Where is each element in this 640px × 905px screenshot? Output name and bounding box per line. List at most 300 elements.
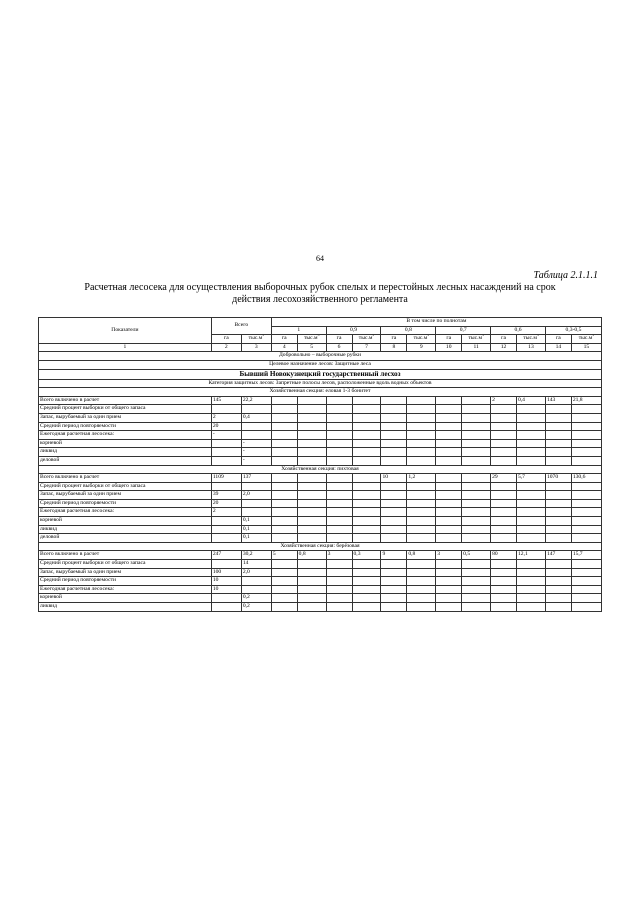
table-cell — [436, 534, 462, 543]
table-cell — [326, 568, 352, 577]
table-cell — [326, 508, 352, 517]
table-cell — [271, 491, 297, 500]
table-row — [39, 525, 602, 534]
column-number: 11 — [462, 343, 491, 352]
table-cell: 0,4 — [241, 413, 271, 422]
table-cell — [271, 585, 297, 594]
column-number: 4 — [271, 343, 297, 352]
table-cell — [436, 525, 462, 534]
table-cell: 247 — [211, 551, 241, 560]
table-cell — [436, 603, 462, 612]
table-cell — [436, 594, 462, 603]
table-cell — [516, 482, 545, 491]
table-row — [39, 422, 602, 431]
table-cell: 0,1 — [241, 517, 271, 526]
table-cell — [571, 448, 601, 457]
header-unit-ha: га — [436, 335, 462, 344]
table-cell — [326, 560, 352, 569]
header-density: 0,9 — [326, 326, 381, 335]
table-cell — [491, 585, 517, 594]
table-cell — [297, 585, 326, 594]
table-cell — [545, 439, 571, 448]
row-label: деловой — [39, 456, 212, 465]
table-cell: - — [211, 431, 241, 440]
table-cell — [436, 568, 462, 577]
row-label: Всего включено в расчет — [39, 396, 212, 405]
table-cell — [326, 422, 352, 431]
table-cell — [491, 456, 517, 465]
unit-label: тыс.м — [468, 335, 483, 342]
table-cell — [326, 474, 352, 483]
table-cell — [352, 568, 381, 577]
table-cell — [462, 594, 491, 603]
table-cell: 80 — [491, 551, 517, 560]
table-cell — [571, 491, 601, 500]
table-cell — [381, 517, 407, 526]
table-cell — [462, 456, 491, 465]
table-cell — [326, 491, 352, 500]
table-cell — [571, 585, 601, 594]
table-cell — [326, 413, 352, 422]
table-cell — [462, 534, 491, 543]
table-cell — [571, 456, 601, 465]
table-cell — [462, 585, 491, 594]
table-cell — [381, 422, 407, 431]
table-cell — [326, 482, 352, 491]
column-number: 6 — [326, 343, 352, 352]
header-total: Всего — [211, 318, 271, 335]
table-cell — [381, 560, 407, 569]
row-label: Средний период повторяемости — [39, 577, 212, 586]
table-cell — [462, 603, 491, 612]
table-row — [39, 413, 602, 422]
table-cell — [545, 594, 571, 603]
table-cell: 3 — [436, 551, 462, 560]
table-cell — [545, 585, 571, 594]
table-cell — [352, 560, 381, 569]
header-unit-volume — [571, 335, 601, 344]
table-cell: 10 — [211, 577, 241, 586]
table-cell — [462, 396, 491, 405]
table-cell — [491, 594, 517, 603]
table-cell — [352, 585, 381, 594]
table-cell — [571, 482, 601, 491]
row-label: Средний период повторяемости — [39, 499, 212, 508]
table-cell — [436, 448, 462, 457]
row-label: Всего включено в расчет — [39, 474, 212, 483]
table-cell: 22,2 — [241, 396, 271, 405]
table-cell — [381, 413, 407, 422]
table-cell — [436, 517, 462, 526]
table-cell — [516, 431, 545, 440]
table-cell — [545, 448, 571, 457]
table-cell — [211, 448, 241, 457]
table-cell — [571, 499, 601, 508]
row-label: Всего включено в расчет — [39, 551, 212, 560]
table-row — [39, 396, 602, 405]
table-cell — [491, 517, 517, 526]
table-cell — [241, 585, 271, 594]
table-cell: 2,0 — [241, 568, 271, 577]
table-cell — [491, 534, 517, 543]
header-unit-ha: га — [491, 335, 517, 344]
table-cell — [491, 405, 517, 414]
table-cell — [271, 396, 297, 405]
header-unit-ha: га — [271, 335, 297, 344]
table-cell — [516, 517, 545, 526]
table-cell — [407, 499, 436, 508]
table-cell — [545, 560, 571, 569]
table-cell — [436, 482, 462, 491]
table-cell — [516, 508, 545, 517]
table-cell — [462, 422, 491, 431]
table-cell — [407, 534, 436, 543]
table-cell — [326, 499, 352, 508]
table-cell — [407, 517, 436, 526]
table-cell — [462, 413, 491, 422]
table-cell — [381, 456, 407, 465]
table-row — [39, 456, 602, 465]
title-line: Расчетная лесосека для осуществления выборочных рубок спелых и перестойных лесных насаждений на срок — [84, 282, 556, 293]
table-row — [39, 568, 602, 577]
table-cell — [352, 577, 381, 586]
table-cell — [297, 534, 326, 543]
table-cell — [436, 560, 462, 569]
table-cell — [462, 499, 491, 508]
unit-exponent: 3 — [427, 334, 429, 338]
table-cell: 130,6 — [571, 474, 601, 483]
table-cell — [381, 439, 407, 448]
table-cell — [297, 525, 326, 534]
header-row — [39, 318, 602, 327]
column-number: 10 — [436, 343, 462, 352]
table-cell — [326, 405, 352, 414]
row-label: корневой — [39, 439, 212, 448]
table-cell: 12,1 — [516, 551, 545, 560]
table-cell — [241, 482, 271, 491]
table-cell — [271, 603, 297, 612]
table-cell — [241, 499, 271, 508]
table-cell — [326, 603, 352, 612]
table-row — [39, 551, 602, 560]
table-row — [39, 482, 602, 491]
table-cell — [352, 405, 381, 414]
table-cell — [491, 508, 517, 517]
table-cell: 20 — [211, 499, 241, 508]
table-cell — [297, 405, 326, 414]
column-number: 3 — [241, 343, 271, 352]
header-density: 1 — [271, 326, 326, 335]
table-cell: 0,5 — [462, 551, 491, 560]
table-cell: 0,1 — [241, 534, 271, 543]
table-cell — [271, 448, 297, 457]
table-cell — [407, 482, 436, 491]
table-cell — [297, 482, 326, 491]
table-cell — [381, 499, 407, 508]
table-cell: 1109 — [211, 474, 241, 483]
table-cell — [545, 603, 571, 612]
table-cell — [297, 491, 326, 500]
table-cell — [516, 491, 545, 500]
unit-label: тыс.м — [248, 335, 263, 342]
table-cell — [271, 499, 297, 508]
table-cell — [516, 534, 545, 543]
table-cell — [491, 560, 517, 569]
table-cell — [407, 413, 436, 422]
table-cell — [352, 508, 381, 517]
table-row — [39, 534, 602, 543]
table-cell — [352, 482, 381, 491]
table-cell: 0,3 — [352, 551, 381, 560]
table-row — [39, 603, 602, 612]
table-cell — [381, 594, 407, 603]
forestry-heading-row — [39, 369, 602, 379]
table-cell — [407, 439, 436, 448]
table-cell — [211, 560, 241, 569]
unit-label: тыс.м — [578, 335, 593, 342]
table-cell — [571, 431, 601, 440]
table-cell: 100 — [211, 568, 241, 577]
table-cell — [297, 413, 326, 422]
table-cell — [297, 439, 326, 448]
table-cell — [271, 474, 297, 483]
table-cell — [381, 448, 407, 457]
table-cell — [297, 396, 326, 405]
table-cell — [571, 577, 601, 586]
table-cell — [516, 439, 545, 448]
table-row — [39, 585, 602, 594]
table-cell: 0,1 — [241, 525, 271, 534]
table-cell — [571, 603, 601, 612]
table-cell — [571, 405, 601, 414]
table-cell — [491, 499, 517, 508]
table-cell — [297, 448, 326, 457]
table-cell: - — [241, 456, 271, 465]
row-label: Ежегодная расчетная лесосека: — [39, 585, 212, 594]
table-cell — [545, 517, 571, 526]
table-cell — [491, 413, 517, 422]
table-cell — [381, 525, 407, 534]
allowable-cut-table — [38, 317, 602, 612]
table-row — [39, 431, 602, 440]
table-cell — [381, 491, 407, 500]
table-cell — [407, 585, 436, 594]
section-row — [39, 388, 602, 397]
column-number: 13 — [516, 343, 545, 352]
table-cell — [271, 577, 297, 586]
table-cell — [352, 422, 381, 431]
table-cell — [352, 594, 381, 603]
table-cell — [516, 577, 545, 586]
header-unit-ha: га — [326, 335, 352, 344]
table-cell — [352, 499, 381, 508]
column-number: 15 — [571, 343, 601, 352]
table-row — [39, 448, 602, 457]
table-cell — [407, 396, 436, 405]
table-cell — [407, 577, 436, 586]
row-label: ликвид — [39, 603, 212, 612]
table-cell — [491, 439, 517, 448]
section-title: Бывший Новокузнецкий государственный лесхоз — [39, 369, 602, 379]
table-cell: 2 — [491, 396, 517, 405]
table-cell — [407, 405, 436, 414]
section-title: Добровольно – выборочные рубки — [39, 352, 602, 361]
table-cell — [241, 422, 271, 431]
table-cell — [491, 491, 517, 500]
row-label: Средний процент выборки от общего запаса — [39, 560, 212, 569]
header-unit-volume — [241, 335, 271, 344]
table-cell — [352, 474, 381, 483]
row-label: Запас, вырубаемый за один прием — [39, 568, 212, 577]
table-cell — [516, 499, 545, 508]
table-cell — [491, 448, 517, 457]
table-cell: 147 — [545, 551, 571, 560]
row-label: Запас, вырубаемый за один прием — [39, 413, 212, 422]
table-cell — [545, 508, 571, 517]
table-cell — [516, 594, 545, 603]
table-cell — [271, 422, 297, 431]
table-cell — [352, 525, 381, 534]
table-cell — [352, 517, 381, 526]
table-cell — [516, 585, 545, 594]
table-cell — [297, 560, 326, 569]
table-cell — [271, 482, 297, 491]
table-row — [39, 577, 602, 586]
table-cell — [326, 585, 352, 594]
table-cell — [326, 448, 352, 457]
table-cell — [545, 534, 571, 543]
row-label: корневой — [39, 517, 212, 526]
table-cell — [381, 482, 407, 491]
table-cell — [326, 396, 352, 405]
table-cell — [571, 594, 601, 603]
table-cell: 9 — [381, 551, 407, 560]
unit-exponent: 3 — [262, 334, 264, 338]
row-label: Запас, вырубаемый за один прием — [39, 491, 212, 500]
unit-label: тыс.м — [358, 335, 373, 342]
table-cell — [271, 517, 297, 526]
table-cell — [381, 585, 407, 594]
table-cell: 0,4 — [516, 396, 545, 405]
table-cell — [491, 482, 517, 491]
table-cell — [297, 577, 326, 586]
table-cell — [545, 525, 571, 534]
table-cell — [271, 508, 297, 517]
section-title: Хозяйственная секция: еловая 1-3 бонитет — [39, 388, 602, 397]
header-density: 0,6 — [491, 326, 546, 335]
unit-label: тыс.м — [413, 335, 428, 342]
table-cell: 10 — [211, 585, 241, 594]
table-cell: 2,0 — [241, 491, 271, 500]
table-cell — [545, 431, 571, 440]
table-cell — [436, 431, 462, 440]
table-cell — [271, 439, 297, 448]
row-label: Средний период повторяемости — [39, 422, 212, 431]
table-cell — [491, 431, 517, 440]
header-density: 0,8 — [381, 326, 436, 335]
table-cell — [462, 577, 491, 586]
unit-exponent: 3 — [372, 334, 375, 338]
table-cell — [436, 422, 462, 431]
table-cell — [462, 517, 491, 526]
table-cell: 14 — [241, 560, 271, 569]
table-cell — [516, 603, 545, 612]
unit-exponent: 3 — [536, 334, 539, 338]
table-cell — [491, 422, 517, 431]
table-cell — [326, 431, 352, 440]
table-cell — [516, 456, 545, 465]
table-cell — [491, 568, 517, 577]
table-cell — [326, 525, 352, 534]
table-cell — [436, 405, 462, 414]
table-cell — [545, 499, 571, 508]
table-cell — [271, 413, 297, 422]
table-cell: 137 — [241, 474, 271, 483]
table-row — [39, 560, 602, 569]
table-cell — [381, 577, 407, 586]
table-cell — [491, 603, 517, 612]
table-cell — [211, 482, 241, 491]
table-cell — [297, 422, 326, 431]
row-label: ликвид — [39, 448, 212, 457]
header-by-density: В том числе по полнотам — [271, 318, 601, 327]
table-cell: 29 — [491, 474, 517, 483]
table-row — [39, 474, 602, 483]
title-line: действия лесохозяйственного регламента — [232, 294, 408, 305]
table-cell — [211, 525, 241, 534]
table-row — [39, 499, 602, 508]
table-cell — [571, 568, 601, 577]
table-cell — [462, 560, 491, 569]
header-unit-ha: га — [211, 335, 241, 344]
table-row — [39, 594, 602, 603]
table-cell — [271, 525, 297, 534]
table-cell — [436, 585, 462, 594]
table-cell — [545, 568, 571, 577]
table-cell — [545, 413, 571, 422]
table-cell — [326, 456, 352, 465]
table-cell — [571, 534, 601, 543]
table-cell — [545, 456, 571, 465]
table-cell: 10 — [381, 474, 407, 483]
table-cell — [297, 517, 326, 526]
table-cell — [381, 534, 407, 543]
table-cell — [352, 439, 381, 448]
table-cell — [545, 577, 571, 586]
table-cell — [436, 491, 462, 500]
table-cell — [352, 603, 381, 612]
table-cell: 20 — [211, 422, 241, 431]
row-label: корневой — [39, 594, 212, 603]
column-number: 8 — [381, 343, 407, 352]
unit-label: тыс.м — [303, 335, 318, 342]
table-cell — [571, 560, 601, 569]
table-cell — [462, 491, 491, 500]
table-cell — [516, 413, 545, 422]
section-row — [39, 465, 602, 474]
table-cell — [326, 534, 352, 543]
table-cell — [462, 431, 491, 440]
table-cell: 0,2 — [241, 603, 271, 612]
table-cell — [436, 456, 462, 465]
table-cell — [297, 474, 326, 483]
section-title: Хозяйственная секция: пихтовая — [39, 465, 602, 474]
table-cell — [545, 422, 571, 431]
table-cell: 0,8 — [407, 551, 436, 560]
section-row — [39, 379, 602, 388]
header-unit-volume — [352, 335, 381, 344]
table-body — [39, 352, 602, 611]
